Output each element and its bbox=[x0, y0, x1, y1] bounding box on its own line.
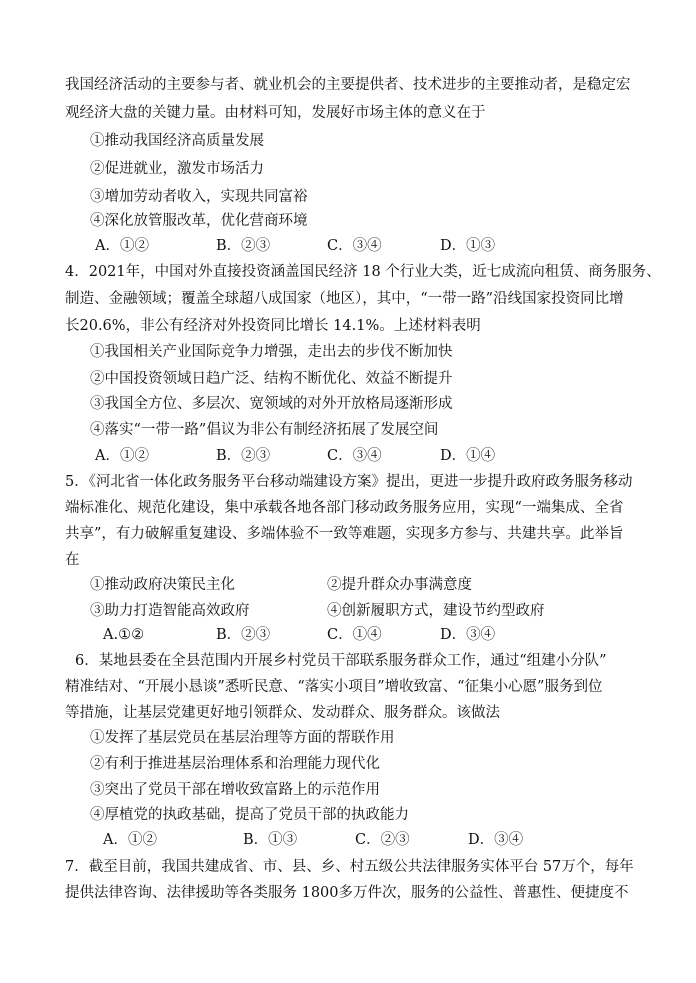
q6-stem-line-1: 6．某地县委在全县范围内开展乡村党员干部联系服务群众工作，通过“组建小分队” bbox=[75, 653, 607, 669]
q4-option-1: ①我国相关产业国际竞争力增强，走出去的步伐不断加快 bbox=[90, 344, 453, 360]
q6-choice-c: C．②③ bbox=[355, 832, 410, 848]
q6-option-2: ②有利于推进基层治理体系和治理能力现代化 bbox=[90, 756, 380, 772]
q5-choice-b: B．②③ bbox=[216, 627, 271, 643]
q3-option-3: ③增加劳动者收入，实现共同富裕 bbox=[90, 189, 308, 205]
q5-stem-line-2: 端标准化、规范化建设，集中承载各地各部门移动政务服务应用，实现“一端集成、全省 bbox=[65, 500, 624, 516]
q6-choice-d: D．③④ bbox=[468, 832, 524, 848]
q4-answer-choices bbox=[0, 446, 696, 466]
q4-choice-a: A．①② bbox=[95, 448, 149, 464]
q5-stem-line-3: 共享”，有力破解重复建设、多端体验不一致等难题，实现多方参与、共建共享。此举旨 bbox=[65, 526, 624, 542]
q4-stem-line-1: 4．2021年，中国对外直接投资涵盖国民经济 18 个行业大类，近七成流向租赁、商务服务、 bbox=[65, 264, 661, 280]
q5-stem-line-1: 5．《河北省一体化政务服务平台移动端建设方案》提出，更进一步提升政府政务服务移动 bbox=[65, 474, 633, 490]
q6-option-1: ①发挥了基层党员在基层治理等方面的帮联作用 bbox=[90, 730, 395, 746]
q6-option-3: ③突出了党员干部在增收致富路上的示范作用 bbox=[90, 782, 380, 798]
q4-option-3: ③我国全方位、多层次、宽领域的对外开放格局逐渐形成 bbox=[90, 396, 453, 412]
q4-choice-b: B．②③ bbox=[216, 448, 271, 464]
q6-answer-choices bbox=[0, 830, 696, 850]
q3-option-1: ①推动我国经济高质量发展 bbox=[90, 133, 264, 149]
q4-stem-line-2: 制造、金融领域；覆盖全球超八成国家（地区），其中，“一带一路”沿线国家投资同比增 bbox=[65, 291, 624, 307]
q3-option-4: ④深化放管服改革，优化营商环境 bbox=[90, 213, 308, 229]
q3-option-2: ②促进就业，激发市场活力 bbox=[90, 161, 264, 177]
q3-stem-line-1: 我国经济活动的主要参与者、就业机会的主要提供者、技术进步的主要推动者，是稳定宏 bbox=[65, 77, 631, 93]
q5-option-1: ①推动政府决策民主化 bbox=[90, 577, 235, 593]
q6-stem-line-2: 精准结对、“开展小恳谈”悉听民意、“落实小项目”增收致富、“征集小心愿”服务到位 bbox=[65, 679, 603, 695]
q5-choice-d: D．③④ bbox=[440, 627, 496, 643]
q3-choice-d: D．①③ bbox=[440, 238, 496, 254]
q5-option-3: ③助力打造智能高效政府 bbox=[90, 603, 250, 619]
q3-answer-choices bbox=[0, 236, 696, 256]
q3-choice-a: A．①② bbox=[95, 238, 149, 254]
q5-choice-a: A.①② bbox=[103, 627, 145, 643]
q7-stem-line-2: 提供法律咨询、法律援助等各类服务 1800多万件次，服务的公益性、普惠性、便捷度不 bbox=[65, 885, 629, 901]
q5-stem-line-4: 在 bbox=[65, 552, 80, 568]
q4-choice-c: C．③④ bbox=[327, 448, 382, 464]
q5-option-2: ②提升群众办事满意度 bbox=[327, 577, 472, 593]
q5-options-row-2 bbox=[0, 601, 696, 621]
q7-stem-line-1: 7．截至目前，我国共建成省、市、县、乡、村五级公共法律服务实体平台 57万个，每年 bbox=[65, 859, 634, 875]
q6-option-4: ④厚植党的执政基础，提高了党员干部的执政能力 bbox=[90, 807, 409, 823]
q5-answer-choices bbox=[0, 625, 696, 645]
q4-choice-d: D．①④ bbox=[440, 448, 496, 464]
q4-option-2: ②中国投资领域日趋广泛、结构不断优化、效益不断提升 bbox=[90, 371, 453, 387]
q5-option-4: ④创新履职方式，建设节约型政府 bbox=[327, 603, 545, 619]
q6-choice-a: A．①② bbox=[103, 832, 157, 848]
q3-stem-line-2: 观经济大盘的关键力量。由材料可知，发展好市场主体的意义在于 bbox=[65, 105, 486, 121]
q6-choice-b: B．①③ bbox=[243, 832, 298, 848]
q4-option-4: ④落实“一带一路”倡议为非公有制经济拓展了发展空间 bbox=[90, 422, 439, 438]
q3-choice-b: B．②③ bbox=[216, 238, 271, 254]
q5-options-row-1 bbox=[0, 575, 696, 595]
q5-choice-c: C．①④ bbox=[327, 627, 382, 643]
q6-stem-line-3: 等措施，让基层党建更好地引领群众、发动群众、服务群众。该做法 bbox=[65, 705, 500, 721]
q3-choice-c: C．③④ bbox=[327, 238, 382, 254]
q4-stem-line-3: 长20.6%，非公有经济对外投资同比增长 14.1%。上述材料表明 bbox=[65, 318, 481, 334]
